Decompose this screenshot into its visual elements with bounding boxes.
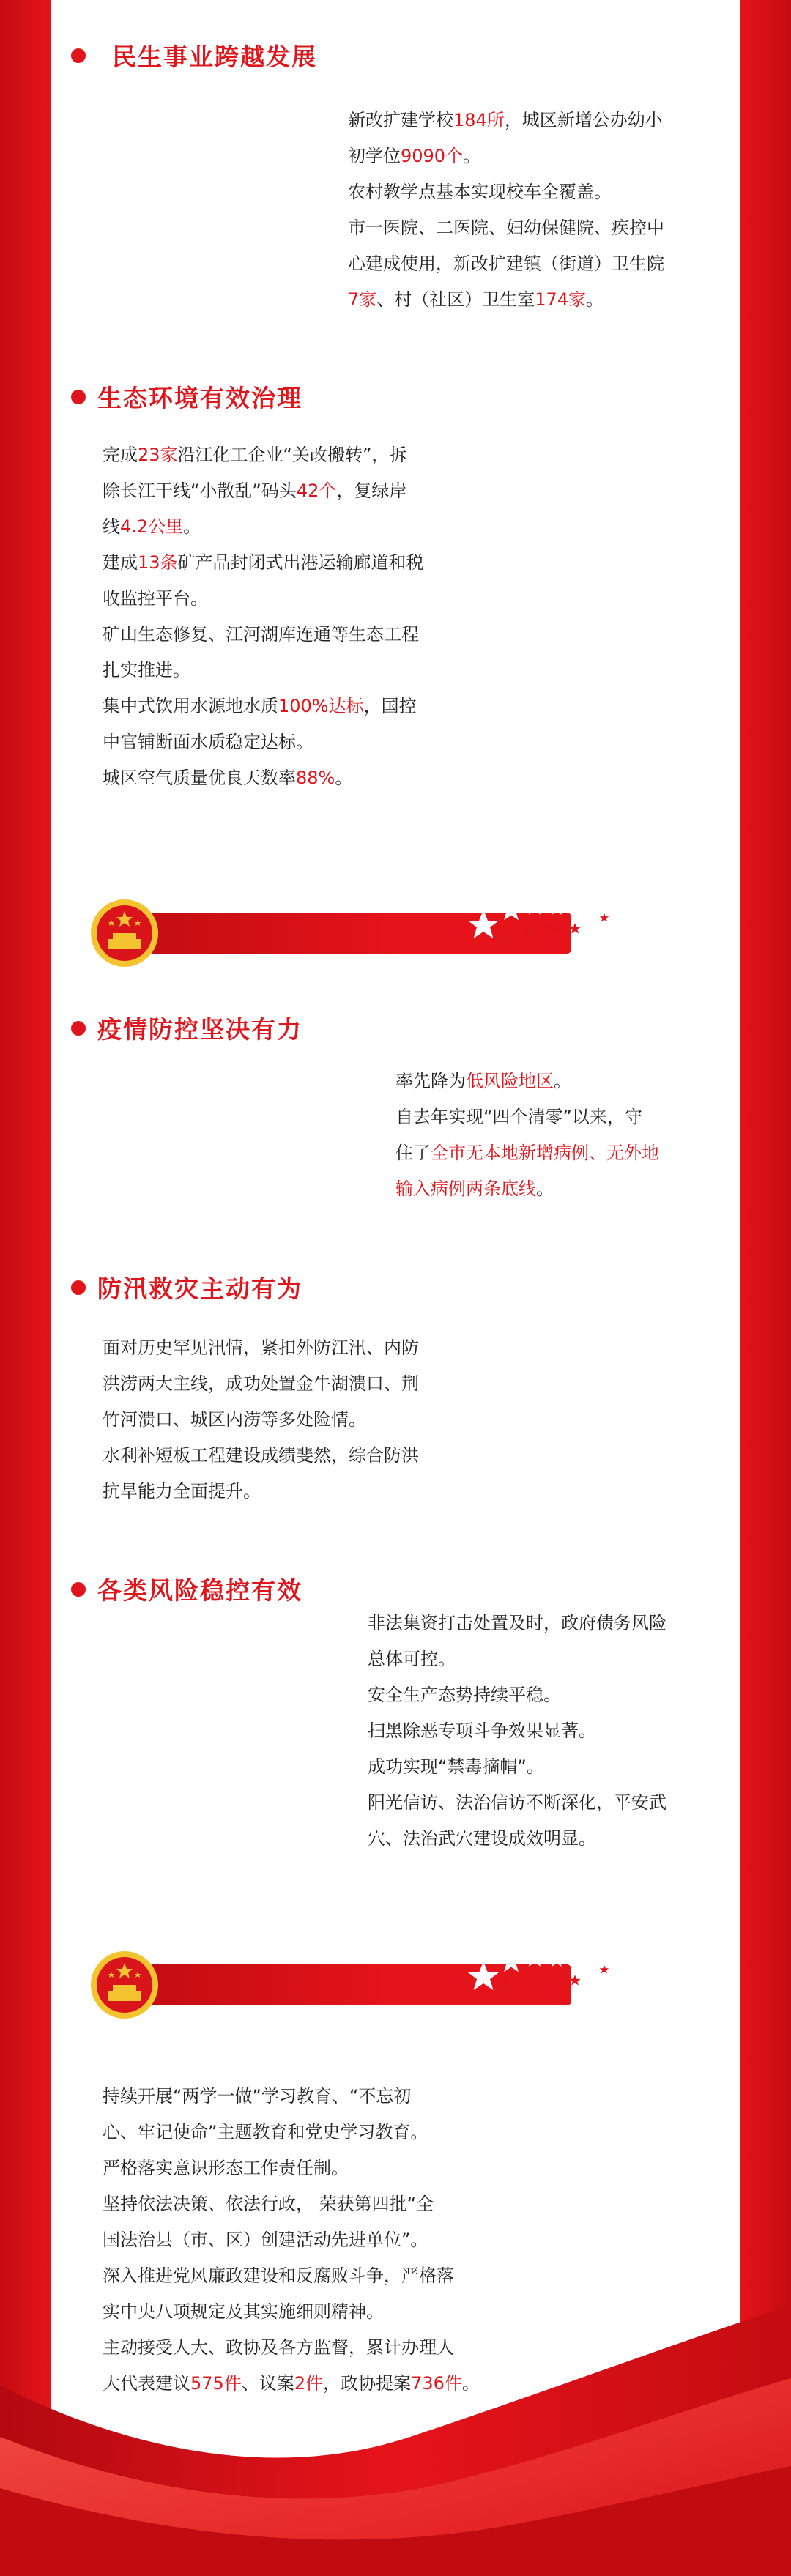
text-line — [368, 1677, 719, 1713]
text-segment: 。 — [463, 146, 481, 166]
text-line — [103, 2115, 513, 2150]
text-segment: 实中央八项规定及其实施细则精神。 — [103, 2301, 384, 2322]
text-segment: 大代表建议 — [103, 2373, 190, 2394]
bottom-wave-decoration — [0, 2261, 791, 2576]
text-line — [103, 653, 469, 688]
text-segment: 坚持依法决策、依法行政， 荣获第四批“全 — [103, 2194, 434, 2214]
text-segment: 初学位 — [348, 146, 401, 166]
text-segment: 、村（社区）卫生室 — [376, 289, 535, 310]
text-line — [348, 210, 714, 246]
text-line — [103, 2150, 513, 2186]
section-body-ecology — [103, 437, 469, 796]
text-line — [103, 1366, 469, 1402]
section-title: 民生事业跨越发展 — [112, 42, 317, 71]
section-body-livelihood — [348, 103, 714, 318]
highlight-text: 42个 — [296, 480, 337, 501]
text-line — [368, 1749, 719, 1785]
text-segment: ，政协提案 — [323, 2373, 412, 2394]
section-body-risk — [368, 1606, 719, 1857]
section-header-risk — [71, 1572, 302, 1606]
text-segment: 收监控平台。 — [103, 588, 208, 609]
text-line — [103, 2186, 513, 2222]
text-segment: 除长江干线“小散乱”码头 — [103, 480, 297, 501]
text-line — [103, 1438, 469, 1474]
text-line — [103, 581, 469, 617]
text-segment: 。 — [586, 289, 604, 310]
section-body-epidemic — [396, 1064, 740, 1207]
text-segment: 建成 — [103, 552, 138, 573]
text-segment: 心、牢记使命”主题教育和党史学习教育。 — [103, 2122, 428, 2142]
text-line — [368, 1641, 719, 1677]
text-segment: 持续开展“两学一做”学习教育、“不忘初 — [103, 2086, 412, 2107]
text-line — [103, 473, 469, 509]
text-segment: ，城区新增公办幼小 — [504, 110, 663, 130]
section-header-flood — [71, 1270, 302, 1304]
highlight-text: 184所 — [453, 110, 505, 130]
bullet-dot-icon — [71, 1582, 86, 1597]
bullet-dot-icon — [71, 1280, 86, 1295]
section-body-flood — [103, 1330, 469, 1510]
text-line — [368, 1785, 719, 1821]
right-red-border — [740, 0, 791, 2576]
text-segment: 完成 — [103, 445, 138, 465]
text-segment: 严格落实意识形态工作责任制。 — [103, 2158, 349, 2178]
text-line — [396, 1135, 740, 1171]
text-line — [103, 724, 469, 760]
text-segment: 水利补短板工程建设成绩斐然，综合防洪 — [103, 1445, 419, 1466]
highlight-text: 全市无本地新增病例、无外地 — [431, 1143, 659, 1163]
text-segment: 。 — [335, 768, 353, 788]
text-segment: 洪涝两大主线，成功处置金牛湖溃口、荆 — [103, 1373, 419, 1394]
highlight-text: 174家 — [535, 289, 587, 310]
highlight-text: 736件 — [411, 2373, 462, 2394]
highlight-text: 低风险地区 — [466, 1071, 554, 1091]
text-segment: 。 — [536, 1178, 554, 1199]
text-line — [348, 174, 714, 210]
text-segment: 、议案 — [241, 2373, 294, 2394]
section-title: 各类风险稳控有效 — [97, 1576, 302, 1605]
national-emblem-icon — [88, 1948, 161, 2022]
text-segment: 扫黑除恶专项斗争效果显著。 — [368, 1721, 596, 1741]
highlight-text: 2件 — [294, 2373, 324, 2394]
text-line — [348, 282, 714, 318]
text-line — [103, 1474, 469, 1510]
text-line — [103, 509, 469, 545]
text-line — [103, 2079, 513, 2115]
section-title: 防汛救灾主动有为 — [97, 1274, 302, 1303]
text-segment: 成功实现“禁毒摘帽”。 — [368, 1756, 544, 1777]
text-segment: 自去年实现“四个清零”以来，守 — [396, 1107, 642, 1127]
section-title: 疫情防控坚决有力 — [97, 1015, 302, 1044]
text-line — [103, 760, 469, 796]
text-line — [348, 246, 714, 282]
section-header-ecology — [71, 379, 302, 414]
text-segment: 深入推进党风廉政建设和反腐败斗争，严格落 — [103, 2265, 454, 2286]
text-line — [396, 1099, 740, 1135]
highlight-text: 13条 — [138, 552, 178, 573]
emblem-banner — [88, 1948, 615, 2022]
text-line — [396, 1064, 740, 1099]
text-line — [103, 545, 469, 581]
highlight-text: 7家 — [348, 289, 377, 310]
text-line — [103, 2222, 513, 2258]
highlight-text: 4.2公里 — [120, 516, 184, 537]
stars-decoration-icon — [454, 885, 630, 980]
section-header-livelihood — [71, 38, 317, 73]
text-segment: 。 — [461, 2373, 480, 2394]
text-segment: 。 — [183, 516, 201, 537]
text-segment: 市一医院、二医院、妇幼保健院、疾控中 — [348, 218, 664, 238]
national-emblem-icon — [88, 897, 161, 970]
text-segment: 国法治县（市、区）创建活动先进单位”。 — [103, 2230, 428, 2250]
text-line — [103, 1402, 469, 1438]
text-segment: 心建成使用，新改扩建镇（街道）卫生院 — [348, 253, 664, 274]
text-segment: 集中式饮用水源地水质 — [103, 696, 278, 716]
highlight-text: 88% — [296, 768, 335, 788]
text-segment: 总体可控。 — [368, 1649, 456, 1669]
text-line — [368, 1606, 719, 1641]
left-red-border — [0, 0, 51, 2576]
text-segment: 扎实推进。 — [103, 660, 190, 680]
text-line — [348, 138, 714, 174]
text-line — [103, 688, 469, 724]
text-line — [368, 1713, 719, 1749]
text-segment: 城区空气质量优良天数率 — [103, 768, 296, 788]
bullet-dot-icon — [71, 1021, 86, 1036]
text-segment: 安全生产态势持续平稳。 — [368, 1685, 561, 1705]
text-segment: 。 — [554, 1071, 571, 1091]
text-segment: 矿产品封闭式出港运输廊道和税 — [177, 552, 424, 573]
text-segment: 阳光信访、法治信访不断深化，平安武 — [368, 1792, 666, 1813]
highlight-text: 575件 — [190, 2373, 242, 2394]
highlight-text: 23家 — [138, 445, 178, 465]
text-line — [396, 1171, 740, 1207]
text-line — [103, 1330, 469, 1366]
text-segment: 线 — [103, 516, 120, 537]
text-segment: 矿山生态修复、江河湖库连通等生态工程 — [103, 624, 419, 645]
section-title: 生态环境有效治理 — [97, 384, 302, 412]
text-segment: 新改扩建学校 — [348, 110, 453, 130]
text-segment: ，复绿岸 — [336, 480, 407, 501]
text-segment: 沿江化工企业“关改搬转”，拆 — [177, 445, 407, 465]
bullet-dot-icon — [71, 48, 86, 63]
text-line — [348, 103, 714, 138]
text-segment: 面对历史罕见汛情，紧扣外防江汛、内防 — [103, 1337, 419, 1358]
text-segment: 农村教学点基本实现校车全覆盖。 — [348, 182, 612, 202]
highlight-text: 100%达标 — [278, 696, 364, 716]
text-line — [368, 1821, 719, 1857]
text-segment: ，国控 — [363, 696, 417, 716]
text-segment: 中官铺断面水质稳定达标。 — [103, 732, 313, 752]
stars-decoration-icon — [454, 1937, 630, 2032]
highlight-text: 输入病例两条底线 — [396, 1178, 536, 1199]
text-segment: 非法集资打击处置及时，政府债务风险 — [368, 1613, 666, 1633]
bullet-dot-icon — [71, 390, 86, 404]
text-segment: 率先降为 — [396, 1071, 466, 1091]
text-segment: 住了 — [396, 1143, 431, 1163]
text-segment: 竹河溃口、城区内涝等多处险情。 — [103, 1409, 366, 1430]
section-header-epidemic — [71, 1011, 302, 1045]
emblem-banner — [88, 897, 615, 970]
text-line — [103, 617, 469, 653]
text-line — [103, 437, 469, 473]
text-segment: 主动接受人大、政协及各方监督，累计办理人 — [103, 2337, 454, 2358]
text-segment: 抗旱能力全面提升。 — [103, 1481, 261, 1502]
text-segment: 穴、法治武穴建设成效明显。 — [368, 1828, 596, 1849]
highlight-text: 9090个 — [401, 146, 464, 166]
